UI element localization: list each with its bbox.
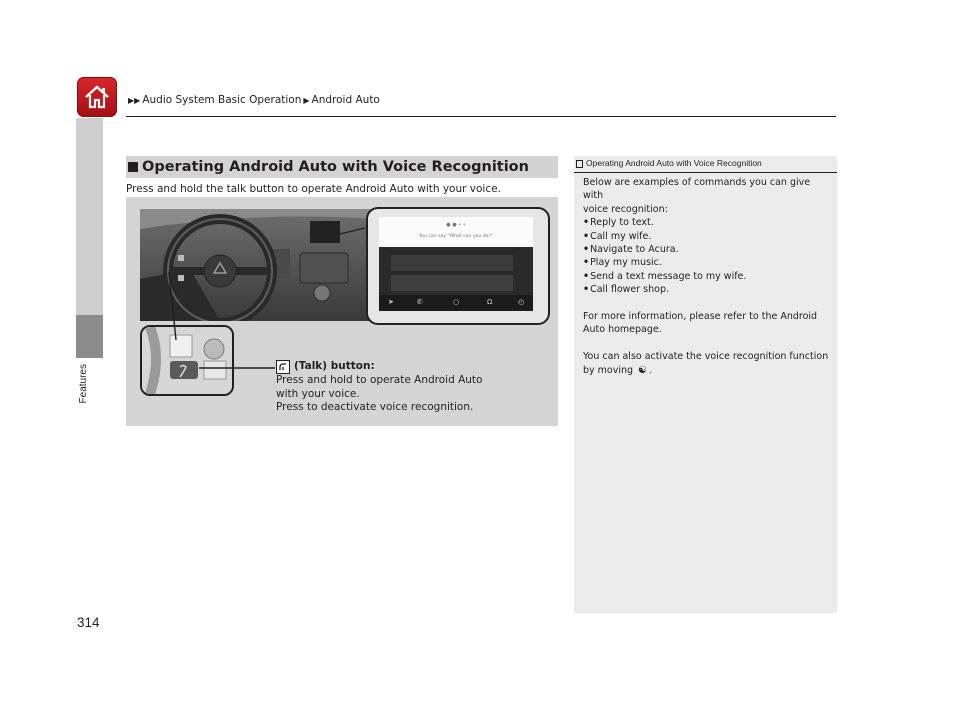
side-tab-label: Features <box>78 364 89 404</box>
breadcrumb-arrow-icon: ▶ <box>303 96 310 105</box>
talk-button-line: with your voice. <box>276 387 360 400</box>
breadcrumb-link-audio[interactable]: Audio System Basic Operation <box>142 94 302 106</box>
activate-line-end <box>583 364 831 377</box>
more-info-line: For more information, please refer to the Android <box>583 311 818 323</box>
home-circle-icon[interactable]: ○ <box>453 298 460 306</box>
phone-icon[interactable]: ✆ <box>417 298 423 306</box>
activate-line-text: by moving <box>583 364 634 376</box>
command-example: • Send a text message to my wife. <box>583 270 831 283</box>
notes-heading <box>574 156 837 173</box>
command-example: • Reply to text. <box>583 216 831 229</box>
navigation-icon[interactable]: ➤ <box>388 298 394 306</box>
breadcrumb-arrow-icon: ▶▶ <box>128 96 141 105</box>
talk-button-caption <box>276 360 482 415</box>
clock-icon[interactable]: ◴ <box>518 298 525 306</box>
command-example: • Call flower shop. <box>583 283 831 296</box>
headphones-icon[interactable]: Ω <box>487 298 493 306</box>
breadcrumb-current: Android Auto <box>311 94 380 106</box>
notes-body <box>583 176 831 377</box>
activate-line-period: . <box>649 364 653 376</box>
notes-intro-line: voice recognition: <box>583 203 668 215</box>
section-intro: Press and hold the talk button to operate Android Auto with your voice. <box>126 183 501 195</box>
page-number: 314 <box>77 615 100 630</box>
talk-button-title: (Talk) button: <box>294 360 375 373</box>
listening-dots-icon: ● ● • • <box>446 222 466 228</box>
command-example: • Navigate to Acura. <box>583 243 831 256</box>
talk-button-icon <box>276 360 290 374</box>
talk-button-line: Press to deactivate voice recognition. <box>276 401 474 413</box>
section-title: Operating Android Auto with Voice Recognition <box>142 159 529 175</box>
voice-switch-icon: ☯ <box>638 364 648 376</box>
notes-heading-text: Operating Android Auto with Voice Recognition <box>586 158 762 168</box>
command-example: • Call my wife. <box>583 230 831 243</box>
command-example: • Play my music. <box>583 256 831 269</box>
voice-prompt-text: You can say "What can you do?" <box>418 234 493 239</box>
talk-button-line: Press and hold to operate Android Auto <box>276 374 483 386</box>
more-info-line: Auto homepage. <box>583 324 662 336</box>
notes-intro-line: Below are examples of commands you can give with <box>583 177 811 202</box>
note-reference-icon <box>576 160 583 168</box>
activate-line: You can also activate the voice recognition function <box>583 351 829 363</box>
